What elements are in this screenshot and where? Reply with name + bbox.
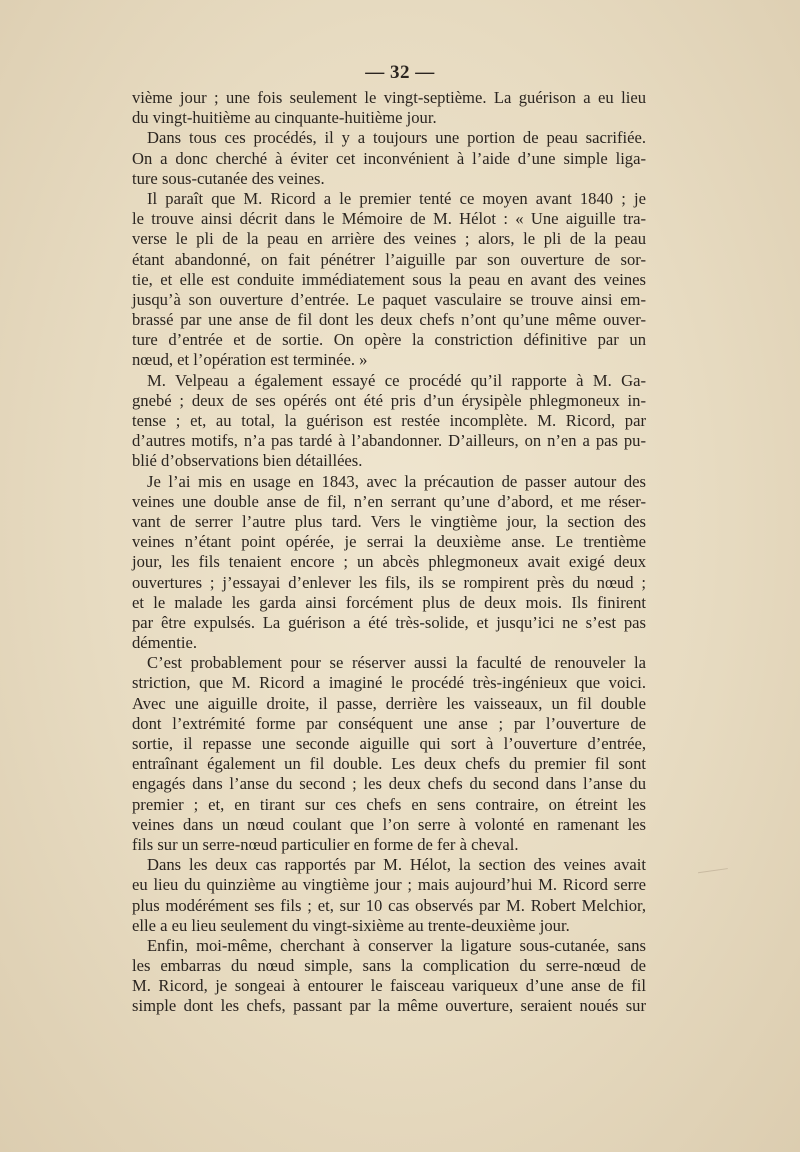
text-line: et le malade les garda ainsi forcément plus de deux mois. Ils finirent (132, 592, 646, 612)
text-line: veines une double anse de fil, n’en serrant qu’une d’abord, et me réser- (132, 491, 646, 511)
text-line: Il paraît que M. Ricord a le premier tenté ce moyen avant 1840 ; je (147, 188, 646, 208)
text-line: d’autres motifs, n’a pas tardé à l’abandonner. D’ailleurs, on n’en a pas pu- (132, 431, 646, 451)
text-line: On a donc cherché à éviter cet inconvénient à l’aide d’une simple liga- (132, 148, 646, 168)
text-line: eu lieu du quinzième au vingtième jour ; mais aujourd’hui M. Ricord serre (132, 875, 646, 895)
text-line: du vingt-huitième au cinquante-huitième jour. (132, 108, 437, 128)
paper-mark (698, 868, 732, 903)
text-line: Enfin, moi-même, cherchant à conserver la ligature sous-cutanée, sans (147, 935, 646, 955)
text-line: dont l’extrémité forme par conséquent une anse ; par l’ouverture de (132, 713, 646, 733)
text-line: premier ; et, en tirant sur ces chefs en sens contraire, on étreint les (132, 794, 646, 814)
text-line: jusqu’à son ouverture d’entrée. Le paquet vasculaire se trouve ainsi em- (132, 289, 646, 309)
text-line: simple dont les chefs, passant par la même ouverture, seraient noués sur (132, 996, 646, 1016)
text-line: C’est probablement pour se réserver aussi la faculté de renouveler la (147, 653, 646, 673)
text-line: Dans tous ces procédés, il y a toujours une portion de peau sacrifiée. (147, 128, 646, 148)
text-line: Dans les deux cas rapportés par M. Hélot, la section des veines avait (147, 855, 646, 875)
text-line: le trouve ainsi décrit dans le Mémoire de M. Hélot : « Une aiguille tra- (132, 209, 646, 229)
text-line: M. Velpeau a également essayé ce procédé qu’il rapporte à M. Ga- (147, 370, 646, 390)
text-line: ouvertures ; j’essayai d’enlever les fils, ils se rompirent près du nœud ; (132, 572, 646, 592)
text-line: gnebé ; deux de ses opérés ont été pris d’un érysipèle phlegmoneux in- (132, 390, 646, 410)
text-line: fils sur un serre-nœud particulier en forme de fer à cheval. (132, 834, 519, 854)
text-line: striction, que M. Ricord a imaginé le procédé très-ingénieux que voici. (132, 673, 646, 693)
text-line: vième jour ; une fois seulement le vingt-septième. La guérison a eu lieu (132, 88, 646, 107)
text-line: entraînant également un fil double. Les deux chefs du premier fil sont (132, 754, 646, 774)
text-line: jour, les fils tenaient encore ; un abcès phlegmoneux avait exigé deux (132, 552, 646, 572)
text-line: étant abandonné, on fait pénétrer l’aiguille par son ouverture de sor- (132, 249, 646, 269)
text-line: nœud, et l’opération est terminée. » (132, 350, 368, 370)
text-line: les embarras du nœud simple, sans la complication du serre-nœud de (132, 956, 646, 976)
text-line: blié d’observations bien détaillées. (132, 451, 363, 471)
text-line: par être expulsés. La guérison a été très-solide, et jusqu’ici ne s’est pas (132, 612, 646, 632)
page-number: — 32 — (365, 62, 435, 83)
body-text (132, 88, 646, 1017)
text-line: Avec une aiguille droite, il passe, derrière les vaisseaux, un fil double (132, 693, 646, 713)
text-line: Je l’ai mis en usage en 1843, avec la précaution de passer autour des (147, 471, 646, 491)
text-line: verse le pli de la peau en arrière des veines ; alors, le pli de la peau (132, 229, 646, 249)
text-line: veines n’étant point opérée, je serrai la deuxième anse. Le trentième (132, 532, 646, 552)
text-line: M. Ricord, je songeai à entourer le faisceau variqueux d’une anse de fil (132, 976, 646, 996)
text-line: engagés dans l’anse du second ; les deux chefs du second dans l’anse du (132, 774, 646, 794)
text-line: elle a eu lieu seulement du vingt-sixième au trente-deuxième jour. (132, 915, 570, 935)
text-line: ture sous-cutanée des veines. (132, 168, 325, 188)
text-line: plus modérément ses fils ; et, sur 10 cas observés par M. Robert Melchior, (132, 895, 646, 915)
text-line: brassé par une anse de fil dont les deux chefs n’ont qu’une même ouver- (132, 310, 646, 330)
text-line: vant de serrer l’autre plus tard. Vers le vingtième jour, la section des (132, 511, 646, 531)
text-line: ture d’entrée et de sortie. On opère la constriction définitive par un (132, 330, 646, 350)
text-line: veines dans un nœud coulant que l’on serre à volonté en ramenant les (132, 814, 646, 834)
text-line: tense ; et, au total, la guérison est restée incomplète. M. Ricord, par (132, 411, 646, 430)
text-line: démentie. (132, 633, 197, 653)
text-line: tie, et elle est conduite immédiatement sous la peau en avant des veines (132, 269, 646, 289)
text-line: sortie, il repasse une seconde aiguille qui sort à l’ouverture d’entrée, (132, 734, 646, 753)
